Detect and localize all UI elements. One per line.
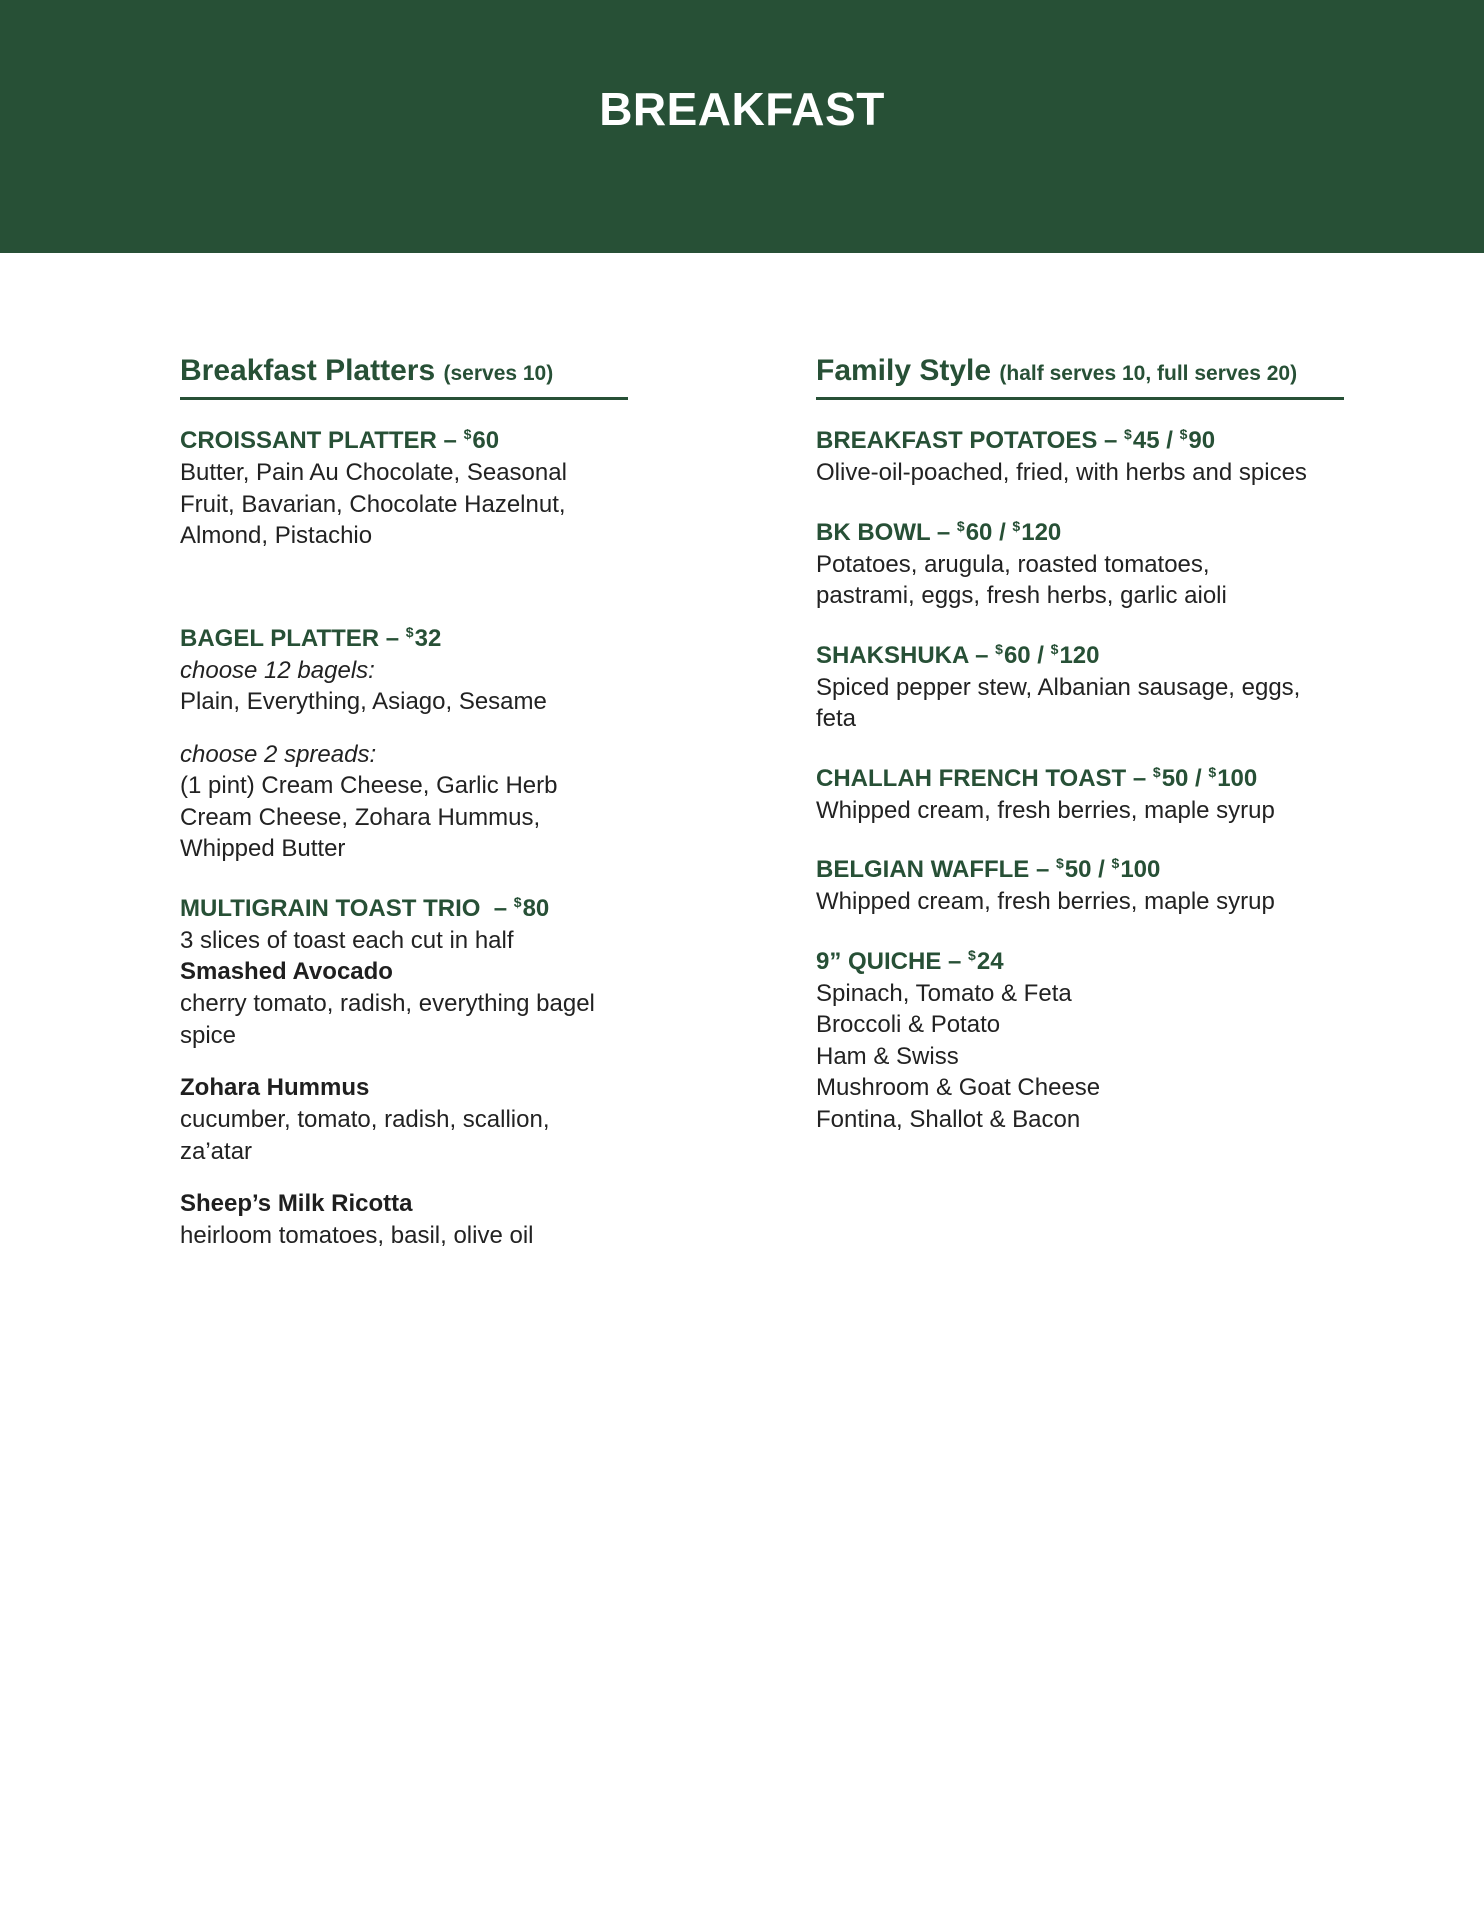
quiche-option: Broccoli & Potato xyxy=(816,1011,1001,1038)
menu-item-multigrain-toast-trio xyxy=(180,886,628,1252)
item-title xyxy=(816,847,1344,886)
item-price-half: 50 xyxy=(1064,856,1092,883)
currency-symbol: $ xyxy=(968,946,976,963)
item-title xyxy=(816,939,1344,978)
item-description: Potatoes, arugula, roasted tomatoes, pastrami, eggs, fresh herbs, garlic aioli xyxy=(816,550,1227,609)
currency-symbol: $ xyxy=(1056,855,1064,871)
currency-symbol: $ xyxy=(1152,763,1161,780)
item-name: BK BOWL – xyxy=(816,518,957,546)
section-heading-breakfast-platters xyxy=(180,352,628,400)
item-title xyxy=(816,510,1344,549)
currency-symbol: $ xyxy=(1208,763,1217,780)
currency-symbol: $ xyxy=(1124,426,1132,442)
choose-spreads-label: choose 2 spreads: xyxy=(180,740,377,768)
currency-symbol: $ xyxy=(956,517,965,534)
section-heading-text: Family Style xyxy=(816,354,992,387)
quiche-option: Ham & Swiss xyxy=(816,1042,959,1070)
bagel-options: Plain, Everything, Asiago, Sesame xyxy=(180,688,547,715)
section-heading-text: Breakfast Platters xyxy=(180,354,436,387)
menu-item-breakfast-potatoes xyxy=(816,418,1344,489)
menu-item-bagel-platter xyxy=(180,616,628,865)
item-description: 3 slices of toast each cut in half xyxy=(180,926,514,954)
choose-bagels-label: choose 12 bagels: xyxy=(180,656,375,684)
section-heading-note: (serves 10) xyxy=(443,362,554,385)
menu-item-bk-bowl xyxy=(816,510,1344,612)
item-title xyxy=(180,616,628,655)
item-name: SHAKSHUKA – xyxy=(816,641,996,669)
price-separator: / xyxy=(1091,856,1112,883)
toast-option xyxy=(180,956,628,1051)
section-heading-family-style xyxy=(816,352,1344,400)
currency-symbol: $ xyxy=(513,893,522,910)
item-price-half: 60 xyxy=(965,518,993,546)
item-description: Spiced pepper stew, Albanian sausage, eggs, feta xyxy=(816,673,1301,732)
item-price-half: 50 xyxy=(1161,764,1189,792)
item-name: BAGEL PLATTER – xyxy=(180,624,406,652)
spread-options: (1 pint) Cream Cheese, Garlic Herb Cream Cheese, Zohara Hummus, Whipped Butter xyxy=(180,772,558,862)
item-price-full: 90 xyxy=(1188,427,1216,454)
currency-symbol: $ xyxy=(1111,855,1120,871)
item-description: Olive-oil-poached, fried, with herbs and spices xyxy=(816,459,1307,486)
currency-symbol: $ xyxy=(1050,640,1059,657)
item-title xyxy=(816,418,1344,457)
item-price-full: 100 xyxy=(1217,764,1258,792)
currency-symbol: $ xyxy=(995,640,1003,657)
toast-option-description: cherry tomato, radish, everything bagel spice xyxy=(180,990,595,1049)
currency-symbol: $ xyxy=(1179,426,1188,442)
toast-option-description: heirloom tomatoes, basil, olive oil xyxy=(180,1222,534,1249)
item-price-full: 120 xyxy=(1059,641,1100,669)
toast-option-name: Smashed Avocado xyxy=(180,958,393,985)
menu-item-belgian-waffle xyxy=(816,847,1344,918)
header-banner xyxy=(0,0,1484,253)
price-separator: / xyxy=(1159,427,1180,454)
price-separator: / xyxy=(1188,764,1209,792)
item-name: 9” QUICHE – xyxy=(816,947,969,975)
section-heading-note: (half serves 10, full serves 20) xyxy=(999,362,1298,385)
menu-item-shakshuka xyxy=(816,633,1344,735)
item-title xyxy=(816,633,1344,672)
item-price-full: 120 xyxy=(1021,518,1062,546)
item-name: MULTIGRAIN TOAST TRIO – xyxy=(180,894,514,922)
item-name: CHALLAH FRENCH TOAST – xyxy=(816,764,1153,792)
currency-symbol: $ xyxy=(1012,517,1021,534)
item-name: CROISSANT PLATTER – xyxy=(180,427,464,454)
item-price-half: 60 xyxy=(1003,641,1031,669)
toast-option xyxy=(180,1188,628,1252)
currency-symbol: $ xyxy=(463,426,472,442)
toast-option-name: Zohara Hummus xyxy=(180,1074,370,1101)
toast-option xyxy=(180,1072,628,1167)
toast-option-name: Sheep’s Milk Ricotta xyxy=(180,1190,413,1217)
menu-item-challah-french-toast xyxy=(816,756,1344,827)
price-separator: / xyxy=(1030,641,1051,669)
quiche-option: Fontina, Shallot & Bacon xyxy=(816,1105,1081,1133)
item-title xyxy=(180,418,628,457)
item-price-full: 100 xyxy=(1120,856,1161,883)
item-price: 24 xyxy=(976,947,1004,975)
item-description: Whipped cream, fresh berries, maple syrup xyxy=(816,796,1275,824)
item-description: Whipped cream, fresh berries, maple syrup xyxy=(816,888,1275,915)
item-description: Butter, Pain Au Chocolate, Seasonal Fruit, Bavarian, Chocolate Hazelnut, Almond, Pistachio xyxy=(180,459,567,549)
item-price: 80 xyxy=(522,894,550,922)
family-style-column xyxy=(816,352,1344,1135)
price-separator: / xyxy=(992,518,1013,546)
item-price-half: 45 xyxy=(1132,427,1160,454)
item-name: BREAKFAST POTATOES – xyxy=(816,427,1125,454)
quiche-option: Spinach, Tomato & Feta xyxy=(816,979,1072,1007)
page-title: BREAKFAST xyxy=(599,82,885,135)
breakfast-platters-column xyxy=(180,352,628,1252)
item-title xyxy=(180,886,628,925)
item-price: 32 xyxy=(414,624,442,652)
item-price: 60 xyxy=(472,427,500,454)
toast-option-description: cucumber, tomato, radish, scallion, za’atar xyxy=(180,1106,550,1165)
menu-item-quiche xyxy=(816,939,1344,1136)
quiche-option: Mushroom & Goat Cheese xyxy=(816,1074,1101,1101)
currency-symbol: $ xyxy=(405,623,414,640)
menu-item-croissant-platter xyxy=(180,418,628,552)
item-title xyxy=(816,756,1344,795)
item-name: BELGIAN WAFFLE – xyxy=(816,856,1056,883)
